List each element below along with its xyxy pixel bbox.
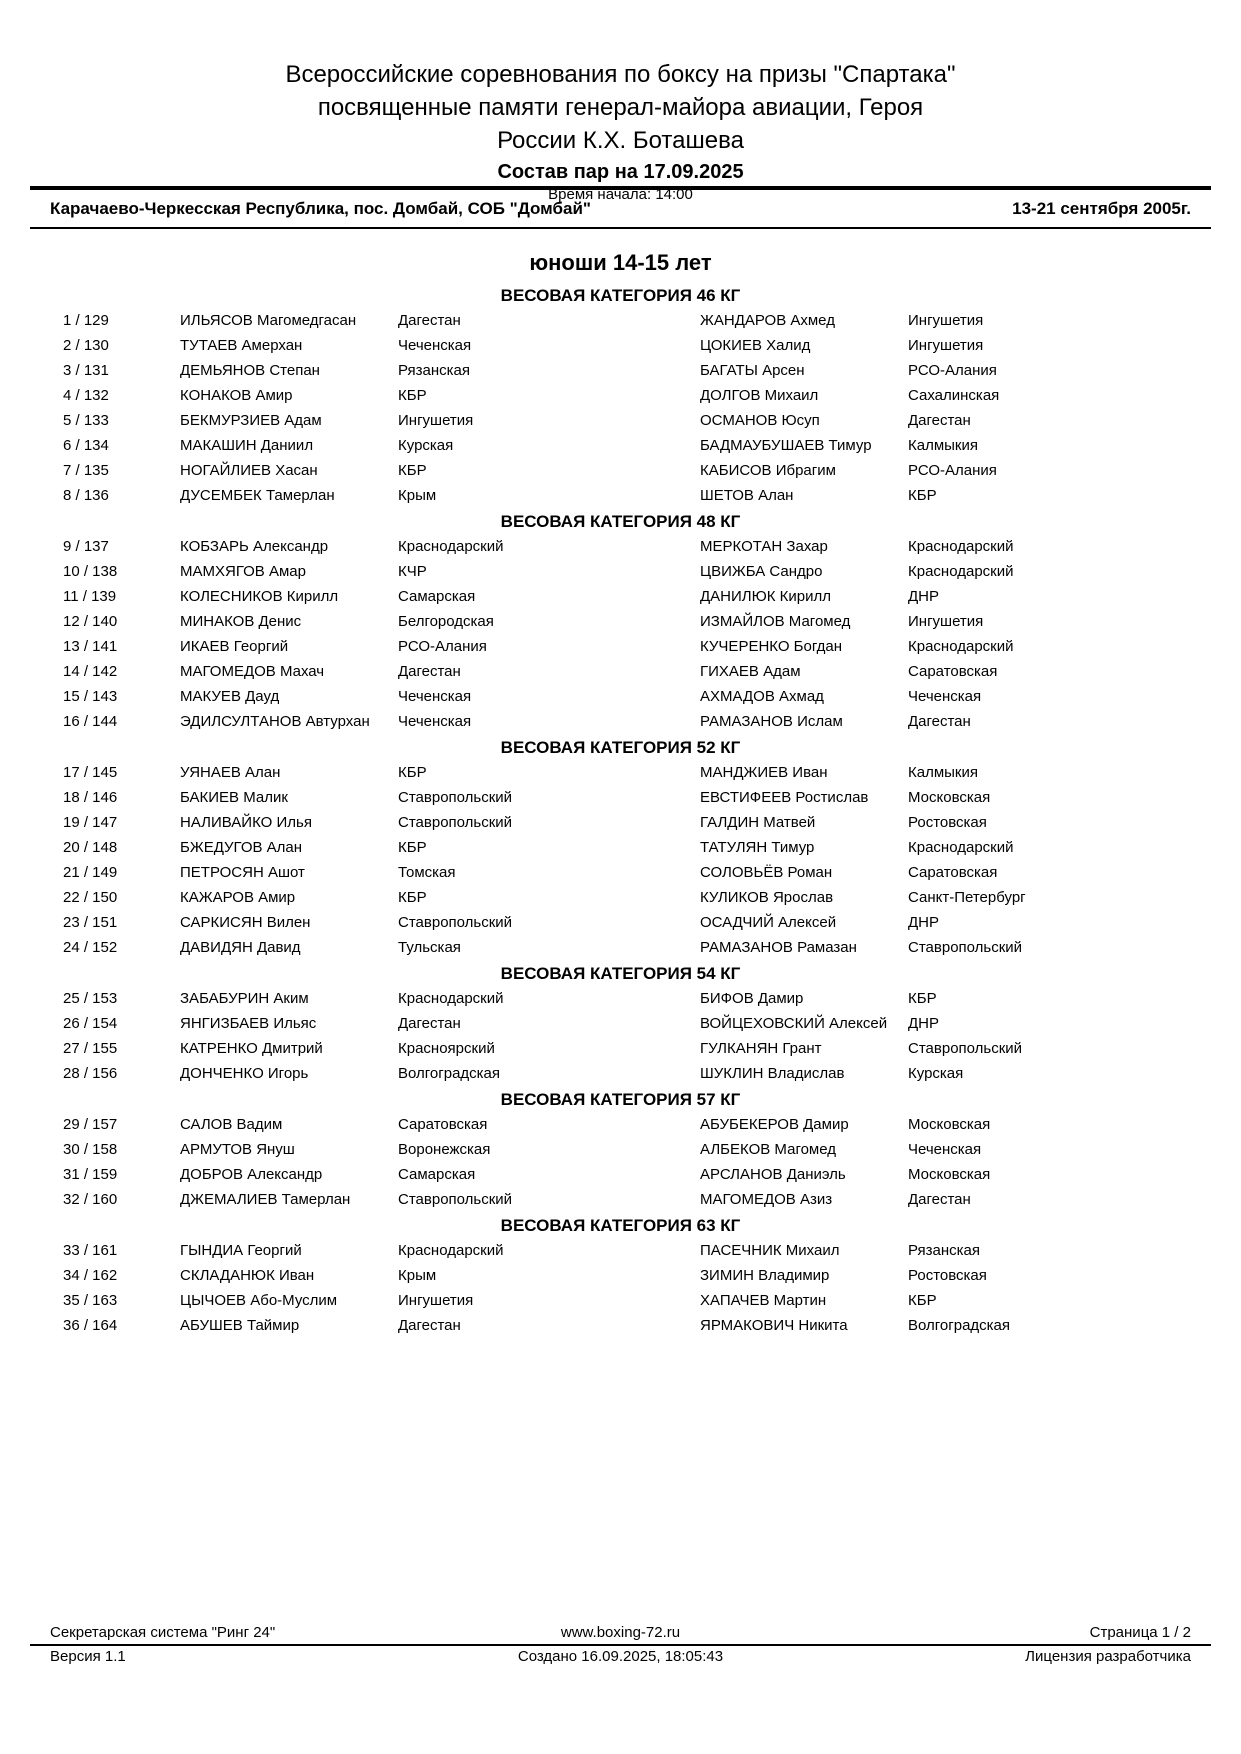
blue-corner-region: Ставропольский [908, 1040, 1023, 1057]
blue-corner-name: РАМАЗАНОВ Рамазан [700, 939, 857, 956]
red-corner-name: КОНАКОВ Амир [180, 387, 293, 404]
pair-row [50, 1288, 1191, 1313]
pair-row [50, 308, 1191, 333]
blue-corner-region: Дагестан [908, 1191, 971, 1208]
red-corner-name: САРКИСЯН Вилен [180, 914, 311, 931]
pair-row [50, 1187, 1191, 1212]
red-corner-name: ИКАЕВ Георгий [180, 638, 289, 655]
pair-number: 27 / 155 [63, 1040, 118, 1057]
blue-corner-name: КУЧЕРЕНКО Богдан [700, 638, 843, 655]
blue-corner-region: Сахалинская [908, 387, 1000, 404]
blue-corner-region: Волгоградская [908, 1317, 1011, 1334]
blue-corner-name: АРСЛАНОВ Даниэль [700, 1166, 846, 1183]
blue-corner-region: Ростовская [908, 1267, 987, 1284]
red-corner-region: Волгоградская [398, 1065, 501, 1082]
red-corner-name: ПЕТРОСЯН Ашот [180, 864, 305, 881]
pair-number: 26 / 154 [63, 1015, 118, 1032]
blue-corner-region: ДНР [908, 914, 939, 931]
pair-number: 2 / 130 [63, 337, 109, 354]
pair-row [50, 333, 1191, 358]
pair-number: 7 / 135 [63, 462, 109, 479]
blue-corner-name: ЯРМАКОВИЧ Никита [700, 1317, 848, 1334]
tournament-title-line-2: посвященные памяти генерал-майора авиации, Героя [317, 94, 924, 121]
red-corner-region: Дагестан [398, 312, 461, 329]
pair-row [50, 1238, 1191, 1263]
blue-corner-name: СОЛОВЬЁВ Роман [700, 864, 833, 881]
pair-row [50, 358, 1191, 383]
blue-corner-name: ЕВСТИФЕЕВ Ростислав [700, 789, 869, 806]
venue-text: Карачаево-Черкесская Республика, пос. Домбай, СОБ "Домбай" [50, 199, 591, 218]
pair-row [50, 1313, 1191, 1338]
blue-corner-region: Дагестан [908, 412, 971, 429]
red-corner-region: Краснодарский [398, 538, 504, 555]
red-corner-region: КБР [398, 387, 427, 404]
blue-corner-name: ДОЛГОВ Михаил [700, 387, 819, 404]
blue-corner-name: ГИХАЕВ Адам [700, 663, 801, 680]
pair-number: 6 / 134 [63, 437, 109, 454]
blue-corner-region: Краснодарский [908, 563, 1014, 580]
red-corner-name: НАЛИВАЙКО Илья [180, 814, 312, 831]
red-corner-region: Красноярский [398, 1040, 495, 1057]
pair-number: 11 / 139 [63, 588, 117, 605]
blue-corner-name: ДАНИЛЮК Кирилл [700, 588, 832, 605]
red-corner-name: ДЖЕМАЛИЕВ Тамерлан [180, 1191, 351, 1208]
red-corner-name: ИЛЬЯСОВ Магомедгасан [180, 312, 357, 329]
pair-row [50, 1137, 1191, 1162]
blue-corner-name: МАНДЖИЕВ Иван [700, 764, 828, 781]
blue-corner-name: ОСАДЧИЙ Алексей [700, 914, 837, 931]
footer-system: Секретарская система "Ринг 24" [50, 1624, 276, 1641]
pair-row [50, 559, 1191, 584]
pair-row [50, 785, 1191, 810]
pair-number: 29 / 157 [63, 1116, 118, 1133]
blue-corner-region: Калмыкия [908, 437, 978, 454]
start-time: Время начала: 14:00 [548, 186, 693, 203]
blue-corner-region: Саратовская [908, 864, 998, 881]
red-corner-region: Дагестан [398, 1015, 461, 1032]
pair-number: 36 / 164 [63, 1317, 118, 1334]
pair-row [50, 1112, 1191, 1137]
pair-number: 21 / 149 [63, 864, 118, 881]
pair-number: 18 / 146 [63, 789, 118, 806]
pair-number: 20 / 148 [63, 839, 118, 856]
red-corner-name: ДУСЕМБЕК Тамерлан [180, 487, 335, 504]
red-corner-region: Ставропольский [398, 789, 513, 806]
blue-corner-name: ШЕТОВ Алан [700, 487, 794, 504]
blue-corner-region: КБР [908, 990, 937, 1007]
pair-number: 35 / 163 [63, 1292, 118, 1309]
category-header: ВЕСОВАЯ КАТЕГОРИЯ 57 КГ [500, 1090, 741, 1109]
pair-row [50, 835, 1191, 860]
blue-corner-name: АБУБЕКЕРОВ Дамир [700, 1116, 849, 1133]
pair-number: 28 / 156 [63, 1065, 118, 1082]
blue-corner-region: ДНР [908, 588, 939, 605]
red-corner-region: Краснодарский [398, 990, 504, 1007]
red-corner-name: БАКИЕВ Малик [180, 789, 288, 806]
pair-row [50, 383, 1191, 408]
red-corner-region: Воронежская [398, 1141, 491, 1158]
blue-corner-name: КУЛИКОВ Ярослав [700, 889, 834, 906]
red-corner-name: КОБЗАРЬ Александр [180, 538, 329, 555]
red-corner-region: Краснодарский [398, 1242, 504, 1259]
pair-row [50, 534, 1191, 559]
blue-corner-region: Московская [908, 789, 991, 806]
pair-row [50, 1162, 1191, 1187]
pair-number: 12 / 140 [63, 613, 118, 630]
blue-corner-name: ШУКЛИН Владислав [700, 1065, 845, 1082]
red-corner-region: Дагестан [398, 663, 461, 680]
pair-number: 8 / 136 [63, 487, 109, 504]
red-corner-region: Ставропольский [398, 814, 513, 831]
pair-row [50, 684, 1191, 709]
red-corner-region: Белгородская [398, 613, 494, 630]
pair-number: 4 / 132 [63, 387, 109, 404]
blue-corner-name: ГАЛДИН Матвей [700, 814, 816, 831]
blue-corner-name: ТАТУЛЯН Тимур [700, 839, 815, 856]
pair-number: 13 / 141 [63, 638, 118, 655]
red-corner-name: СКЛАДАНЮК Иван [180, 1267, 315, 1284]
blue-corner-region: Московская [908, 1166, 991, 1183]
pair-number: 19 / 147 [63, 814, 118, 831]
red-corner-region: Рязанская [398, 362, 470, 379]
pair-row [50, 910, 1191, 935]
venue-row [50, 197, 1191, 221]
red-corner-region: Курская [398, 437, 454, 454]
red-corner-name: ДЕМЬЯНОВ Степан [180, 362, 320, 379]
footer-version: Версия 1.1 [50, 1648, 126, 1665]
pair-number: 1 / 129 [63, 312, 109, 329]
blue-corner-region: КБР [908, 487, 937, 504]
pair-row [50, 609, 1191, 634]
pair-number: 32 / 160 [63, 1191, 118, 1208]
red-corner-region: КБР [398, 889, 427, 906]
category-header: ВЕСОВАЯ КАТЕГОРИЯ 48 КГ [500, 512, 741, 531]
blue-corner-name: ГУЛКАНЯН Грант [700, 1040, 822, 1057]
red-corner-name: ЭДИЛСУЛТАНОВ Автурхан [180, 713, 370, 730]
pair-number: 24 / 152 [63, 939, 118, 956]
pairs-list [50, 248, 1191, 1338]
pair-row [50, 1061, 1191, 1086]
red-corner-name: ГЫНДИА Георгий [180, 1242, 302, 1259]
blue-corner-name: ХАПАЧЕВ Мартин [700, 1292, 827, 1309]
page-footer [30, 1622, 1211, 1667]
footer-site: www.boxing-72.ru [560, 1624, 681, 1641]
pair-row [50, 483, 1191, 508]
pair-row [50, 408, 1191, 433]
red-corner-name: МИНАКОВ Денис [180, 613, 302, 630]
pair-number: 16 / 144 [63, 713, 118, 730]
footer-row-1 [30, 1622, 1211, 1643]
blue-corner-name: МАГОМЕДОВ Азиз [700, 1191, 833, 1208]
blue-corner-region: РСО-Алания [908, 462, 997, 479]
pair-number: 30 / 158 [63, 1141, 118, 1158]
red-corner-name: КАТРЕНКО Дмитрий [180, 1040, 323, 1057]
dates-text: 13-21 сентября 2005г. [1012, 199, 1191, 218]
red-corner-region: Дагестан [398, 1317, 461, 1334]
pair-row [50, 659, 1191, 684]
blue-corner-region: Чеченская [908, 1141, 982, 1158]
red-corner-region: КБР [398, 462, 427, 479]
pair-number: 23 / 151 [63, 914, 118, 931]
blue-corner-name: АХМАДОВ Ахмад [700, 688, 824, 705]
blue-corner-region: ДНР [908, 1015, 939, 1032]
footer-page-number: Страница 1 / 2 [1089, 1624, 1191, 1641]
red-corner-region: Ингушетия [398, 412, 474, 429]
red-corner-region: Крым [398, 1267, 437, 1284]
pair-row [50, 935, 1191, 960]
tournament-title-line-1: Всероссийские соревнования по боксу на призы "Спартака" [285, 61, 956, 88]
red-corner-name: МАМХЯГОВ Амар [180, 563, 306, 580]
red-corner-name: АБУШЕВ Таймир [180, 1317, 300, 1334]
blue-corner-name: ЗИМИН Владимир [700, 1267, 830, 1284]
red-corner-name: ЦЫЧОЕВ Або-Муслим [180, 1292, 338, 1309]
pair-row [50, 810, 1191, 835]
blue-corner-name: КАБИСОВ Ибрагим [700, 462, 836, 479]
red-corner-region: Чеченская [398, 713, 472, 730]
red-corner-name: МАКУЕВ Дауд [180, 688, 280, 705]
pair-number: 25 / 153 [63, 990, 118, 1007]
blue-corner-region: Краснодарский [908, 638, 1014, 655]
pair-number: 22 / 150 [63, 889, 118, 906]
red-corner-region: Самарская [398, 588, 476, 605]
blue-corner-name: ПАСЕЧНИК Михаил [700, 1242, 840, 1259]
pair-number: 10 / 138 [63, 563, 118, 580]
footer-license: Лицензия разработчика [1025, 1648, 1191, 1665]
red-corner-region: КБР [398, 764, 427, 781]
pair-row [50, 584, 1191, 609]
red-corner-name: НОГАЙЛИЕВ Хасан [180, 462, 318, 479]
category-header: ВЕСОВАЯ КАТЕГОРИЯ 63 КГ [500, 1216, 741, 1235]
blue-corner-name: АЛБЕКОВ Магомед [700, 1141, 837, 1158]
red-corner-name: АРМУТОВ Януш [180, 1141, 295, 1158]
red-corner-region: Ингушетия [398, 1292, 474, 1309]
red-corner-name: МАКАШИН Даниил [180, 437, 314, 454]
red-corner-region: Чеченская [398, 337, 472, 354]
red-corner-name: САЛОВ Вадим [180, 1116, 283, 1133]
blue-corner-region: Рязанская [908, 1242, 980, 1259]
red-corner-name: ЗАБАБУРИН Аким [180, 990, 309, 1007]
pair-number: 34 / 162 [63, 1267, 118, 1284]
pair-row [50, 885, 1191, 910]
pair-number: 15 / 143 [63, 688, 118, 705]
red-corner-region: КБР [398, 839, 427, 856]
blue-corner-name: ИЗМАЙЛОВ Магомед [700, 613, 851, 630]
blue-corner-region: Ингушетия [908, 337, 984, 354]
pair-row [50, 1036, 1191, 1061]
pair-number: 33 / 161 [63, 1242, 118, 1259]
pair-number: 9 / 137 [63, 538, 109, 555]
blue-corner-region: Краснодарский [908, 839, 1014, 856]
blue-corner-name: ОСМАНОВ Юсуп [700, 412, 820, 429]
pair-row [50, 1011, 1191, 1036]
red-corner-name: ДОБРОВ Александр [180, 1166, 323, 1183]
blue-corner-name: ЖАНДАРОВ Ахмед [700, 312, 835, 329]
category-header: ВЕСОВАЯ КАТЕГОРИЯ 54 КГ [500, 964, 741, 983]
blue-corner-region: Ингушетия [908, 613, 984, 630]
blue-corner-region: Краснодарский [908, 538, 1014, 555]
blue-corner-region: РСО-Алания [908, 362, 997, 379]
pair-row [50, 1263, 1191, 1288]
red-corner-name: БЖЕДУГОВ Алан [180, 839, 303, 856]
blue-corner-name: БАДМАУБУШАЕВ Тимур [700, 437, 872, 454]
footer-row-2 [30, 1646, 1211, 1667]
red-corner-name: ТУТАЕВ Амерхан [180, 337, 303, 354]
blue-corner-name: МЕРКОТАН Захар [700, 538, 828, 555]
red-corner-region: Саратовская [398, 1116, 488, 1133]
category-header: ВЕСОВАЯ КАТЕГОРИЯ 52 КГ [500, 738, 741, 757]
red-corner-region: Тульская [398, 939, 461, 956]
blue-corner-region: Чеченская [908, 688, 982, 705]
pair-row [50, 458, 1191, 483]
pair-row [50, 860, 1191, 885]
red-corner-region: Крым [398, 487, 437, 504]
blue-corner-region: Ставропольский [908, 939, 1023, 956]
blue-corner-region: Калмыкия [908, 764, 978, 781]
blue-corner-region: Московская [908, 1116, 991, 1133]
footer-created: Создано 16.09.2025, 18:05:43 [517, 1648, 724, 1665]
blue-corner-region: Ростовская [908, 814, 987, 831]
red-corner-name: ДАВИДЯН Давид [180, 939, 301, 956]
pair-row [50, 760, 1191, 785]
blue-corner-region: Ингушетия [908, 312, 984, 329]
blue-corner-name: ЦВИЖБА Сандро [700, 563, 823, 580]
blue-corner-region: Курская [908, 1065, 964, 1082]
red-corner-name: БЕКМУРЗИЕВ Адам [180, 412, 322, 429]
red-corner-name: УЯНАЕВ Алан [180, 764, 281, 781]
pair-row [50, 634, 1191, 659]
blue-corner-region: Санкт-Петербург [908, 889, 1026, 906]
blue-corner-name: РАМАЗАНОВ Ислам [700, 713, 843, 730]
header-divider-thick [30, 186, 1211, 190]
red-corner-name: КАЖАРОВ Амир [180, 889, 296, 906]
pair-number: 3 / 131 [63, 362, 109, 379]
age-group-title: юноши 14-15 лет [529, 250, 712, 275]
blue-corner-region: Дагестан [908, 713, 971, 730]
blue-corner-name: ЦОКИЕВ Халид [700, 337, 811, 354]
red-corner-name: ЯНГИЗБАЕВ Ильяс [180, 1015, 317, 1032]
red-corner-name: ДОНЧЕНКО Игорь [180, 1065, 309, 1082]
venue-divider-thin [30, 227, 1211, 229]
pair-number: 5 / 133 [63, 412, 109, 429]
red-corner-region: КЧР [398, 563, 427, 580]
blue-corner-name: ВОЙЦЕХОВСКИЙ Алексей [700, 1015, 888, 1032]
pairs-date-title: Состав пар на 17.09.2025 [497, 161, 744, 183]
pair-row [50, 709, 1191, 734]
pair-number: 31 / 159 [63, 1166, 118, 1183]
document-header [50, 58, 1191, 205]
red-corner-region: Ставропольский [398, 1191, 513, 1208]
pair-number: 17 / 145 [63, 764, 118, 781]
red-corner-region: РСО-Алания [398, 638, 487, 655]
red-corner-region: Самарская [398, 1166, 476, 1183]
blue-corner-region: Саратовская [908, 663, 998, 680]
red-corner-name: МАГОМЕДОВ Махач [180, 663, 325, 680]
blue-corner-region: КБР [908, 1292, 937, 1309]
red-corner-name: КОЛЕСНИКОВ Кирилл [180, 588, 339, 605]
pair-row [50, 433, 1191, 458]
red-corner-region: Чеченская [398, 688, 472, 705]
blue-corner-name: БАГАТЫ Арсен [700, 362, 805, 379]
blue-corner-name: БИФОВ Дамир [700, 990, 804, 1007]
pair-number: 14 / 142 [63, 663, 118, 680]
red-corner-region: Ставропольский [398, 914, 513, 931]
red-corner-region: Томская [398, 864, 456, 881]
tournament-title-line-3: России К.Х. Боташева [497, 127, 744, 154]
pair-row [50, 986, 1191, 1011]
category-header: ВЕСОВАЯ КАТЕГОРИЯ 46 КГ [500, 286, 741, 305]
